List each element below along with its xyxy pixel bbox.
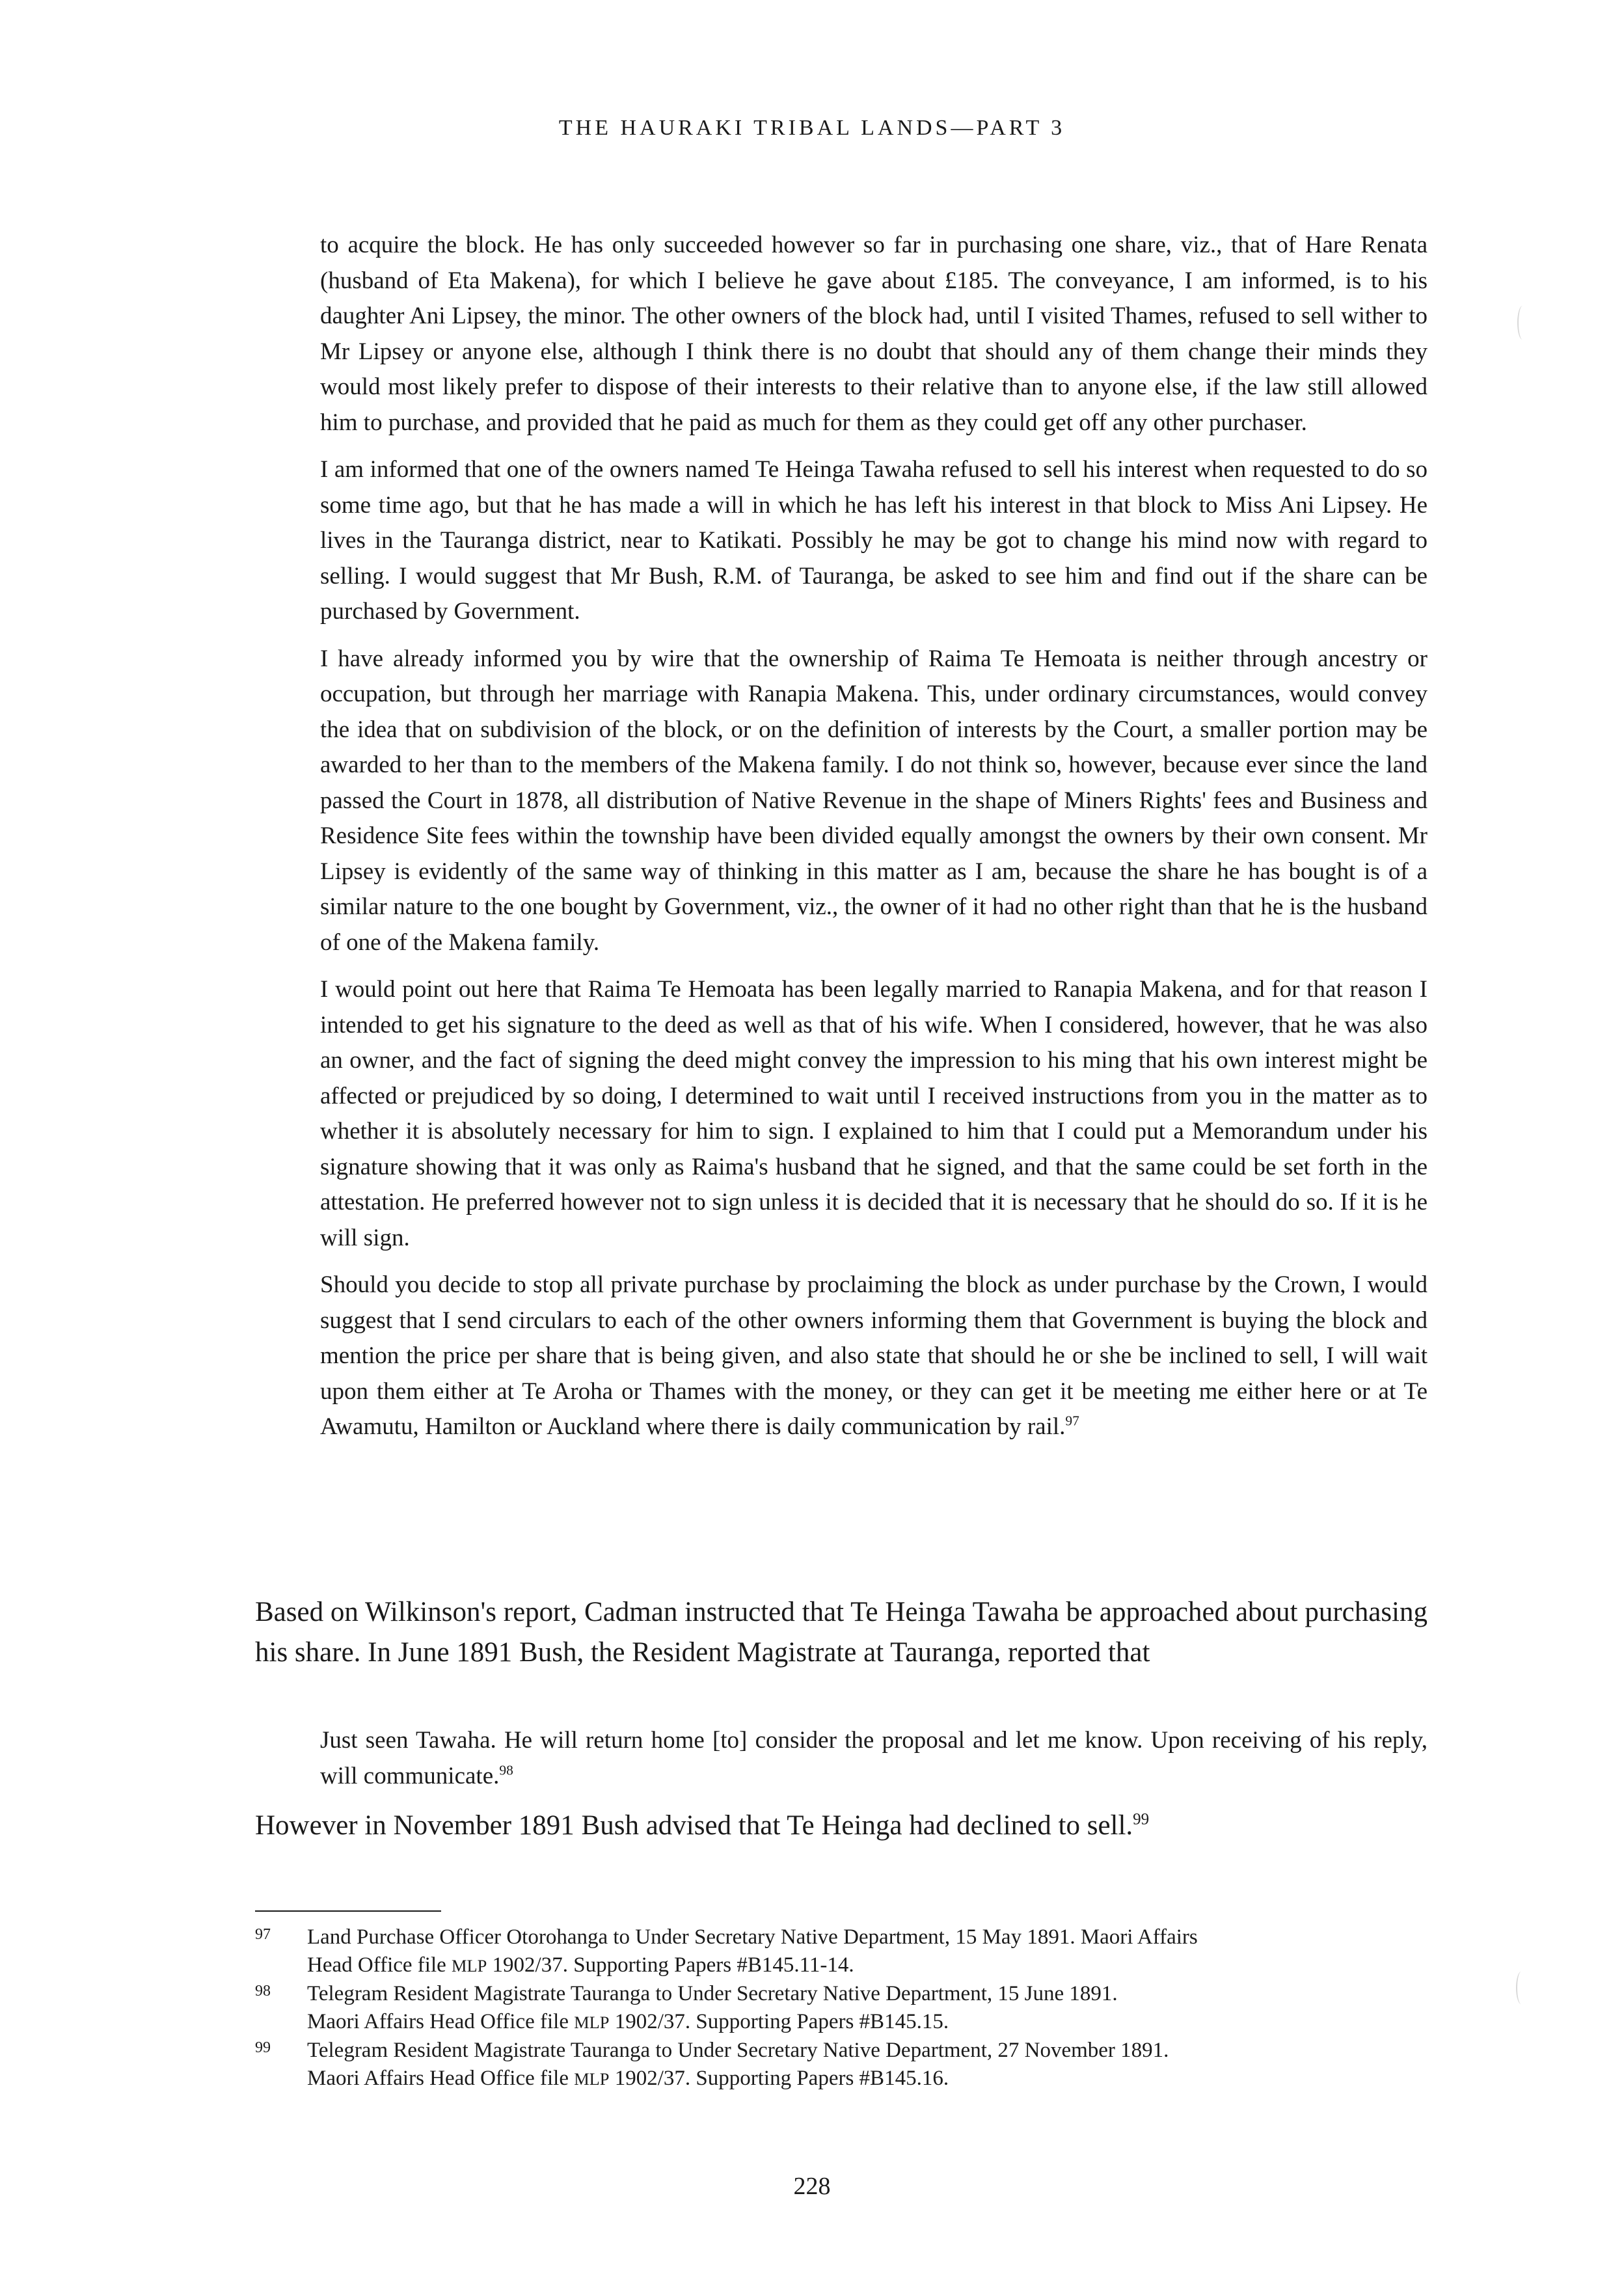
footnote-reference[interactable]: 98 bbox=[499, 1762, 513, 1778]
body-paragraph: Based on Wilkinson's report, Cadman instructed that Te Heinga Tawaha be approached about purchasing his share. In June 1891 Bush, the Resident Magistrate at Tauranga, reported that bbox=[255, 1597, 1428, 1668]
running-head: THE HAURAKI TRIBAL LANDS—PART 3 bbox=[558, 116, 1066, 140]
footnote-line bbox=[307, 2065, 1428, 2093]
file-series-abbrev: MLP bbox=[452, 1956, 487, 1975]
footnote-divider bbox=[255, 1910, 441, 1912]
scan-margin-mark bbox=[1517, 306, 1528, 340]
file-series-abbrev: MLP bbox=[574, 2069, 610, 2089]
footnote-reference[interactable]: 99 bbox=[1133, 1810, 1150, 1828]
footnote-text: 1902/37. Supporting Papers #B145.11-14. bbox=[487, 1953, 854, 1977]
block-quote-wilkinson-report bbox=[320, 228, 1428, 1457]
footnote-line bbox=[307, 2008, 1428, 2037]
footnote-text: 1902/37. Supporting Papers #B145.15. bbox=[609, 2010, 949, 2033]
footnote bbox=[255, 1923, 1428, 1980]
scan-margin-mark bbox=[1516, 1972, 1526, 2004]
footnote-line: Telegram Resident Magistrate Tauranga to Under Secretary Native Department, 15 June 1891. bbox=[307, 1982, 1118, 2005]
footnote-reference[interactable]: 97 bbox=[1065, 1413, 1079, 1429]
footnote-number: 97 bbox=[255, 1926, 271, 1943]
quote-paragraph: I have already informed you by wire that the ownership of Raima Te Hemoata is neither through ancestry or occupation, but through her marriage with Ranapia Makena. This, under ordinary circumstances, would convey the idea that on subdivision of the block, or on the definition of interests by the Court, a smaller portion may be awarded to her than to the members of the Makena family. I do not think so, however, because ever since the land passed the Court in 1878, all distribution of Native Revenue in the shape of Miners Rights' fees and Business and Residence Site fees within the township have been divided equally amongst the owners by their own consent. Mr Lipsey is evidently of the same way of thinking in this matter as I am, because the share he has bought is of a similar nature to the one bought by Government, viz., the owner of it had no other right than that he is the husband of one of the Makena family. bbox=[320, 645, 1428, 956]
quote-paragraph bbox=[320, 1268, 1428, 1445]
block-quote-bush-telegram bbox=[320, 1723, 1428, 1806]
footnotes bbox=[255, 1923, 1428, 2093]
quote-paragraph-text: Should you decide to stop all private purchase by proclaiming the block as under purchase by the Crown, I would suggest that I send circulars to each of the other owners informing them that Government is buying the block and mention the price per share that is being given, and also state that should he or she be inclined to sell, I will wait upon them either at Te Aroha or Thames with the money, or they can get it be meeting me either here or at Te Awamutu, Hamilton or Auckland where there is daily communication by rail. bbox=[320, 1271, 1428, 1440]
footnote-number: 99 bbox=[255, 2039, 271, 2056]
body-paragraph-text: However in November 1891 Bush advised that Te Heinga had declined to sell. bbox=[255, 1810, 1133, 1841]
footnote bbox=[255, 1980, 1428, 2037]
quote-paragraph-text: Just seen Tawaha. He will return home [to] consider the proposal and let me know. Upon receiving of his reply, will communicate. bbox=[320, 1727, 1428, 1789]
footnote-text: Maori Affairs Head Office file bbox=[307, 2010, 575, 2033]
footnote-line bbox=[307, 1951, 1428, 1980]
quote-paragraph: I would point out here that Raima Te Hemoata has been legally married to Ranapia Makena, and for that reason I intended to get his signature to the deed as well as that of his wife. When I considered, however, that he was also an owner, and the fact of signing the deed might convey the impression to his ming that his own interest might be affected or prejudiced by so doing, I determined to wait until I received instructions from you in the matter as to whether it is absolutely necessary for him to sign. I explained to him that I could put a Memorandum under his signature showing that it was only as Raima's husband that he signed, and that the same could be set forth in the attestation. He preferred however not to sign unless it is decided that it is necessary that he should do so. If it is he will sign. bbox=[320, 976, 1428, 1251]
file-series-abbrev: MLP bbox=[574, 2013, 610, 2032]
footnote-line: Land Purchase Officer Otorohanga to Under Secretary Native Department, 15 May 1891. Maori Affairs bbox=[307, 1925, 1198, 1949]
page-number: 228 bbox=[793, 2173, 831, 2200]
footnote-text: 1902/37. Supporting Papers #B145.16. bbox=[609, 2067, 949, 2090]
quote-paragraph bbox=[320, 1723, 1428, 1794]
footnote-text: Head Office file bbox=[307, 1953, 452, 1977]
footnote bbox=[255, 2037, 1428, 2093]
footnote-number: 98 bbox=[255, 1983, 271, 2000]
quote-paragraph: I am informed that one of the owners named Te Heinga Tawaha refused to sell his interest when requested to do so some time ago, but that he has made a will in which he has left his interest in that block to Miss Ani Lipsey. He lives in the Tauranga district, near to Katikati. Possibly he may be got to change his mind now with regard to selling. I would suggest that Mr Bush, R.M. of Tauranga, be asked to see him and find out if the share can be purchased by Government. bbox=[320, 456, 1428, 625]
quote-paragraph: to acquire the block. He has only succeeded however so far in purchasing one share, viz., that of Hare Renata (husband of Eta Makena), for which I believe he gave about £185. The conveyance, I am informed, is to his daughter Ani Lipsey, the minor. The other owners of the block had, until I visited Thames, refused to sell wither to Mr Lipsey or anyone else, although I think there is no doubt that should any of them change their minds they would most likely prefer to dispose of their interests to their relative than to anyone else, if the law still allowed him to purchase, and provided that he paid as much for them as they could get off any other purchaser. bbox=[320, 232, 1428, 436]
footnote-line: Telegram Resident Magistrate Tauranga to Under Secretary Native Department, 27 November 1891. bbox=[307, 2039, 1169, 2062]
body-paragraph bbox=[255, 1806, 1428, 1846]
footnote-text: Maori Affairs Head Office file bbox=[307, 2067, 575, 2090]
